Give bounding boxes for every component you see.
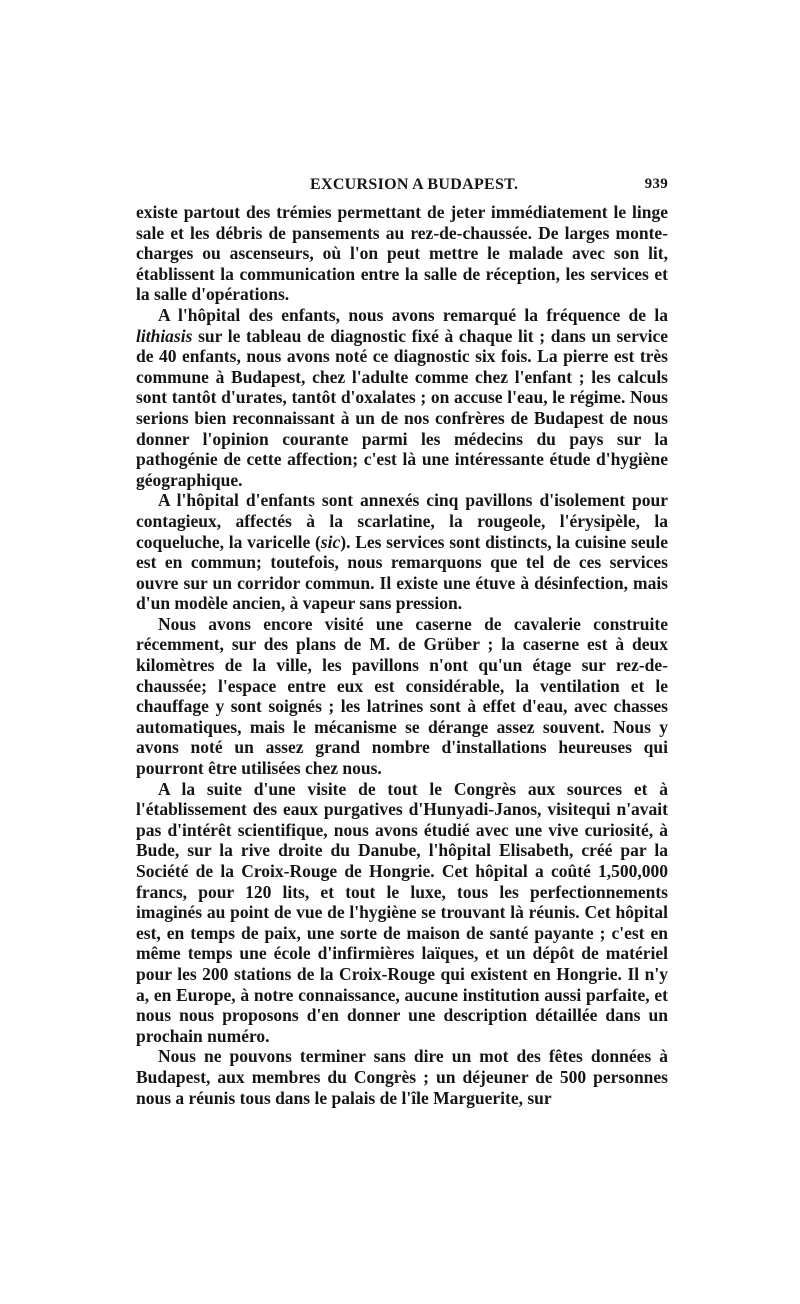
paragraph-hospital-elisabeth bbox=[136, 779, 668, 1047]
page-header bbox=[136, 172, 668, 202]
text-run: A l'hôpital d'enfants sont annexés cinq pavillons d'isolement pour contagieux, affectés à la scarlatine, la rougeole, l'érysipèle, la coqueluche, la varicelle ( bbox=[136, 490, 668, 552]
text-run: sur le tableau de diagnostic fixé à chaque lit ; dans un service de 40 enfants, nous avons noté ce diagnostic six fois. La pierre est très commune à Budapest, chez l'adulte comme chez l'enfant ; les calculs sont tantôt d'urates, tantôt d'oxalates ; on accuse l'eau, le régime. Nous serions bien reconnaissant à un de nos confrères de Budapest de nous donner l'opinion courante parmi les médecins du pays sur la pathogénie de cette affection; c'est là une intéressante étude d'hygiène géographique. bbox=[136, 325, 668, 490]
text-run: A la suite d'une visite de tout le Congrès aux sources et à l'établissement des eaux purgatives d'Hunyadi-Janos, visitequi n'avait pas d'intérêt scientifique, nous avons étudié avec une vive curiosité, à Bude, sur la rive droite du Danube, l'hôpital Elisabeth, créé par la Société de la Croix-Rouge de Hongrie. Cet hôpital a coûté 1,500,000 francs, pour 120 lits, et tout le luxe, tous les perfectionnements imaginés au point de vue de l'hygiène se trouvant là réunis. Cet hôpital est, en temps de paix, une sorte de maison de santé payante ; c'est en même temps une école d'infirmières laïques, et un dépôt de matériel pour les 200 stations de la Croix-Rouge qui existent en Hongrie. Il n'y a, en Europe, à notre connaissance, aucune institution aussi parfaite, et nous nous proposons d'en donner une description détaillée dans un prochain numéro. bbox=[136, 778, 668, 1046]
paragraph-cavalry-barracks bbox=[136, 614, 668, 779]
italic-term: sic bbox=[320, 531, 341, 552]
text-run: A l'hôpital des enfants, nous avons remarqué la fréquence de la bbox=[158, 304, 668, 325]
running-title: EXCURSION A BUDAPEST. bbox=[310, 176, 519, 193]
paragraph-lithiasis bbox=[136, 305, 668, 490]
text-run: Nous avons encore visité une caserne de cavalerie construite récemment, sur des plans de M. de Grüber ; la caserne est à deux kilomètres de la ville, les pavillons n'ont qu'un étage sur rez-de-chaussée; l'espace entre eux est considérable, la ventilation et le chauffage y sont soignés ; les latrines sont à effet d'eau, avec chasses automatiques, mais le mécanisme se dérange assez souvent. Nous y avons noté un assez grand nombre d'installations heureuses qui pourront être utilisées chez nous. bbox=[136, 613, 668, 779]
paragraph-festivities bbox=[136, 1046, 668, 1108]
paragraph-continued bbox=[136, 202, 668, 305]
text-run: existe partout des trémies permettant de jeter immédiatement le linge sale et les débris de pansements au rez-de-chaussée. De larges monte-charges ou ascenseurs, où l'on peut mettre le malade avec son lit, établissent la communication entre la salle de réception, les services et la salle d'opérations. bbox=[136, 202, 668, 305]
text-run: Nous ne pouvons terminer sans dire un mot des fêtes données à Budapest, aux membres du Congrès ; un déjeuner de 500 personnes nous a réunis tous dans le palais de l'île Marguerite, sur bbox=[136, 1046, 668, 1108]
text-run: ). Les services sont distincts, la cuisine seule est en commun; toutefois, nous remarquons que tel de ces services ouvre sur un corridor commun. Il existe une étuve à désinfection, mais d'un modèle ancien, à vapeur sans pression. bbox=[136, 531, 668, 614]
paragraph-isolation-pavilions bbox=[136, 490, 668, 614]
italic-term: lithiasis bbox=[136, 325, 193, 346]
book-page bbox=[136, 172, 668, 1108]
page-number: 939 bbox=[644, 176, 668, 192]
body-text bbox=[136, 202, 668, 1108]
